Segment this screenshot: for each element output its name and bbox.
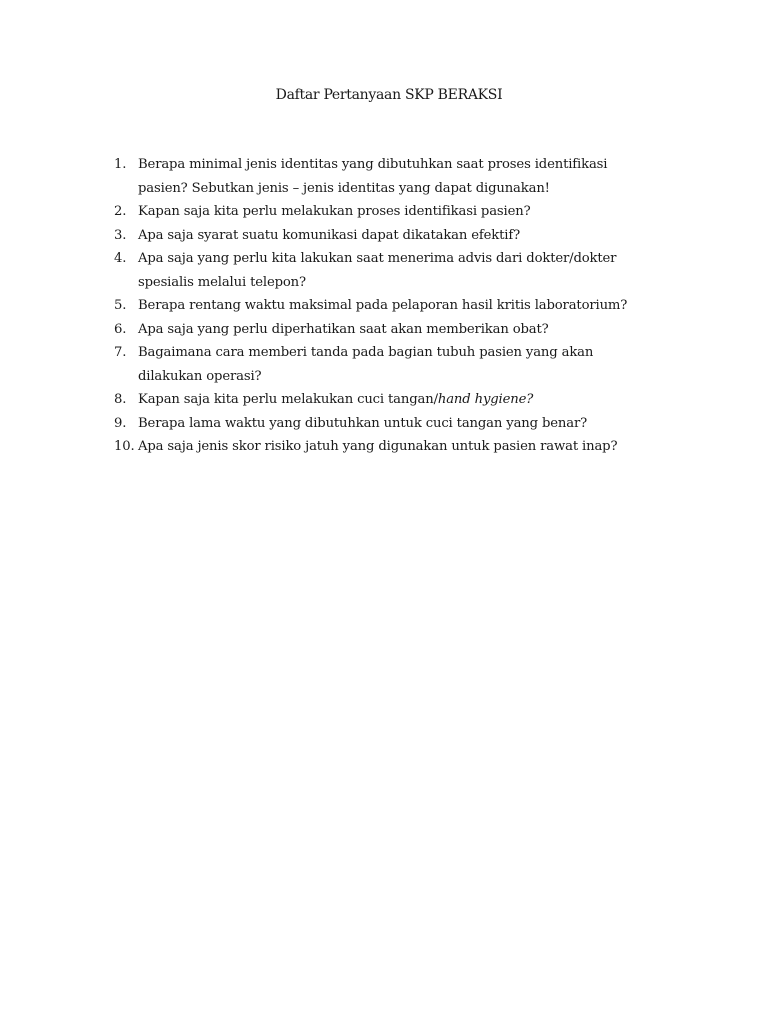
question-item-9 [114,412,694,436]
question-number: 3. [114,227,127,243]
question-item-2 [114,200,694,224]
question-item-5 [114,294,694,318]
question-text: Kapan saja kita perlu melakukan proses identifikasi pasien? [138,204,531,219]
document-title: Daftar Pertanyaan SKP BERAKSI [275,87,503,103]
question-number: 10. [114,439,135,454]
question-text: Berapa rentang waktu maksimal pada pelaporan hasil kritis laboratorium? [138,298,628,313]
question-text-line [138,388,694,412]
question-number: 9. [114,415,127,431]
question-text-italic: hand hygiene? [437,392,534,407]
question-list [114,153,694,459]
question-number: 5. [114,298,127,313]
question-item-7 [114,341,694,388]
question-number: 1. [114,157,127,172]
question-text: Kapan saja kita perlu melakukan cuci tangan/ [138,392,438,407]
question-item-1 [114,153,694,200]
question-text: Berapa lama waktu yang dibutuhkan untuk cuci tangan yang benar? [138,415,588,431]
question-text-line: spesialis melalui telepon? [138,274,306,290]
question-number: 7. [114,345,127,360]
question-item-6 [114,318,694,342]
question-text: Apa saja yang perlu diperhatikan saat akan memberikan obat? [138,321,549,337]
question-text: Apa saja jenis skor risiko jatuh yang digunakan untuk pasien rawat inap? [138,439,618,454]
question-number: 4. [114,251,127,266]
question-text: Apa saja syarat suatu komunikasi dapat dikatakan efektif? [138,227,521,243]
question-text-line: Berapa minimal jenis identitas yang dibutuhkan saat proses identifikasi [138,157,608,172]
question-text-line: Bagaimana cara memberi tanda pada bagian tubuh pasien yang akan [138,345,594,360]
question-number: 6. [114,321,127,337]
question-text-line: Apa saja yang perlu kita lakukan saat menerima advis dari dokter/dokter [138,251,617,266]
question-item-10 [114,435,694,459]
question-text-line: dilakukan operasi? [138,368,262,384]
question-item-8 [114,388,694,412]
question-item-3 [114,224,694,248]
question-item-4 [114,247,694,294]
question-number: 8. [114,392,127,407]
question-text-line: pasien? Sebutkan jenis – jenis identitas yang dapat digunakan! [138,180,550,196]
question-number: 2. [114,204,127,219]
